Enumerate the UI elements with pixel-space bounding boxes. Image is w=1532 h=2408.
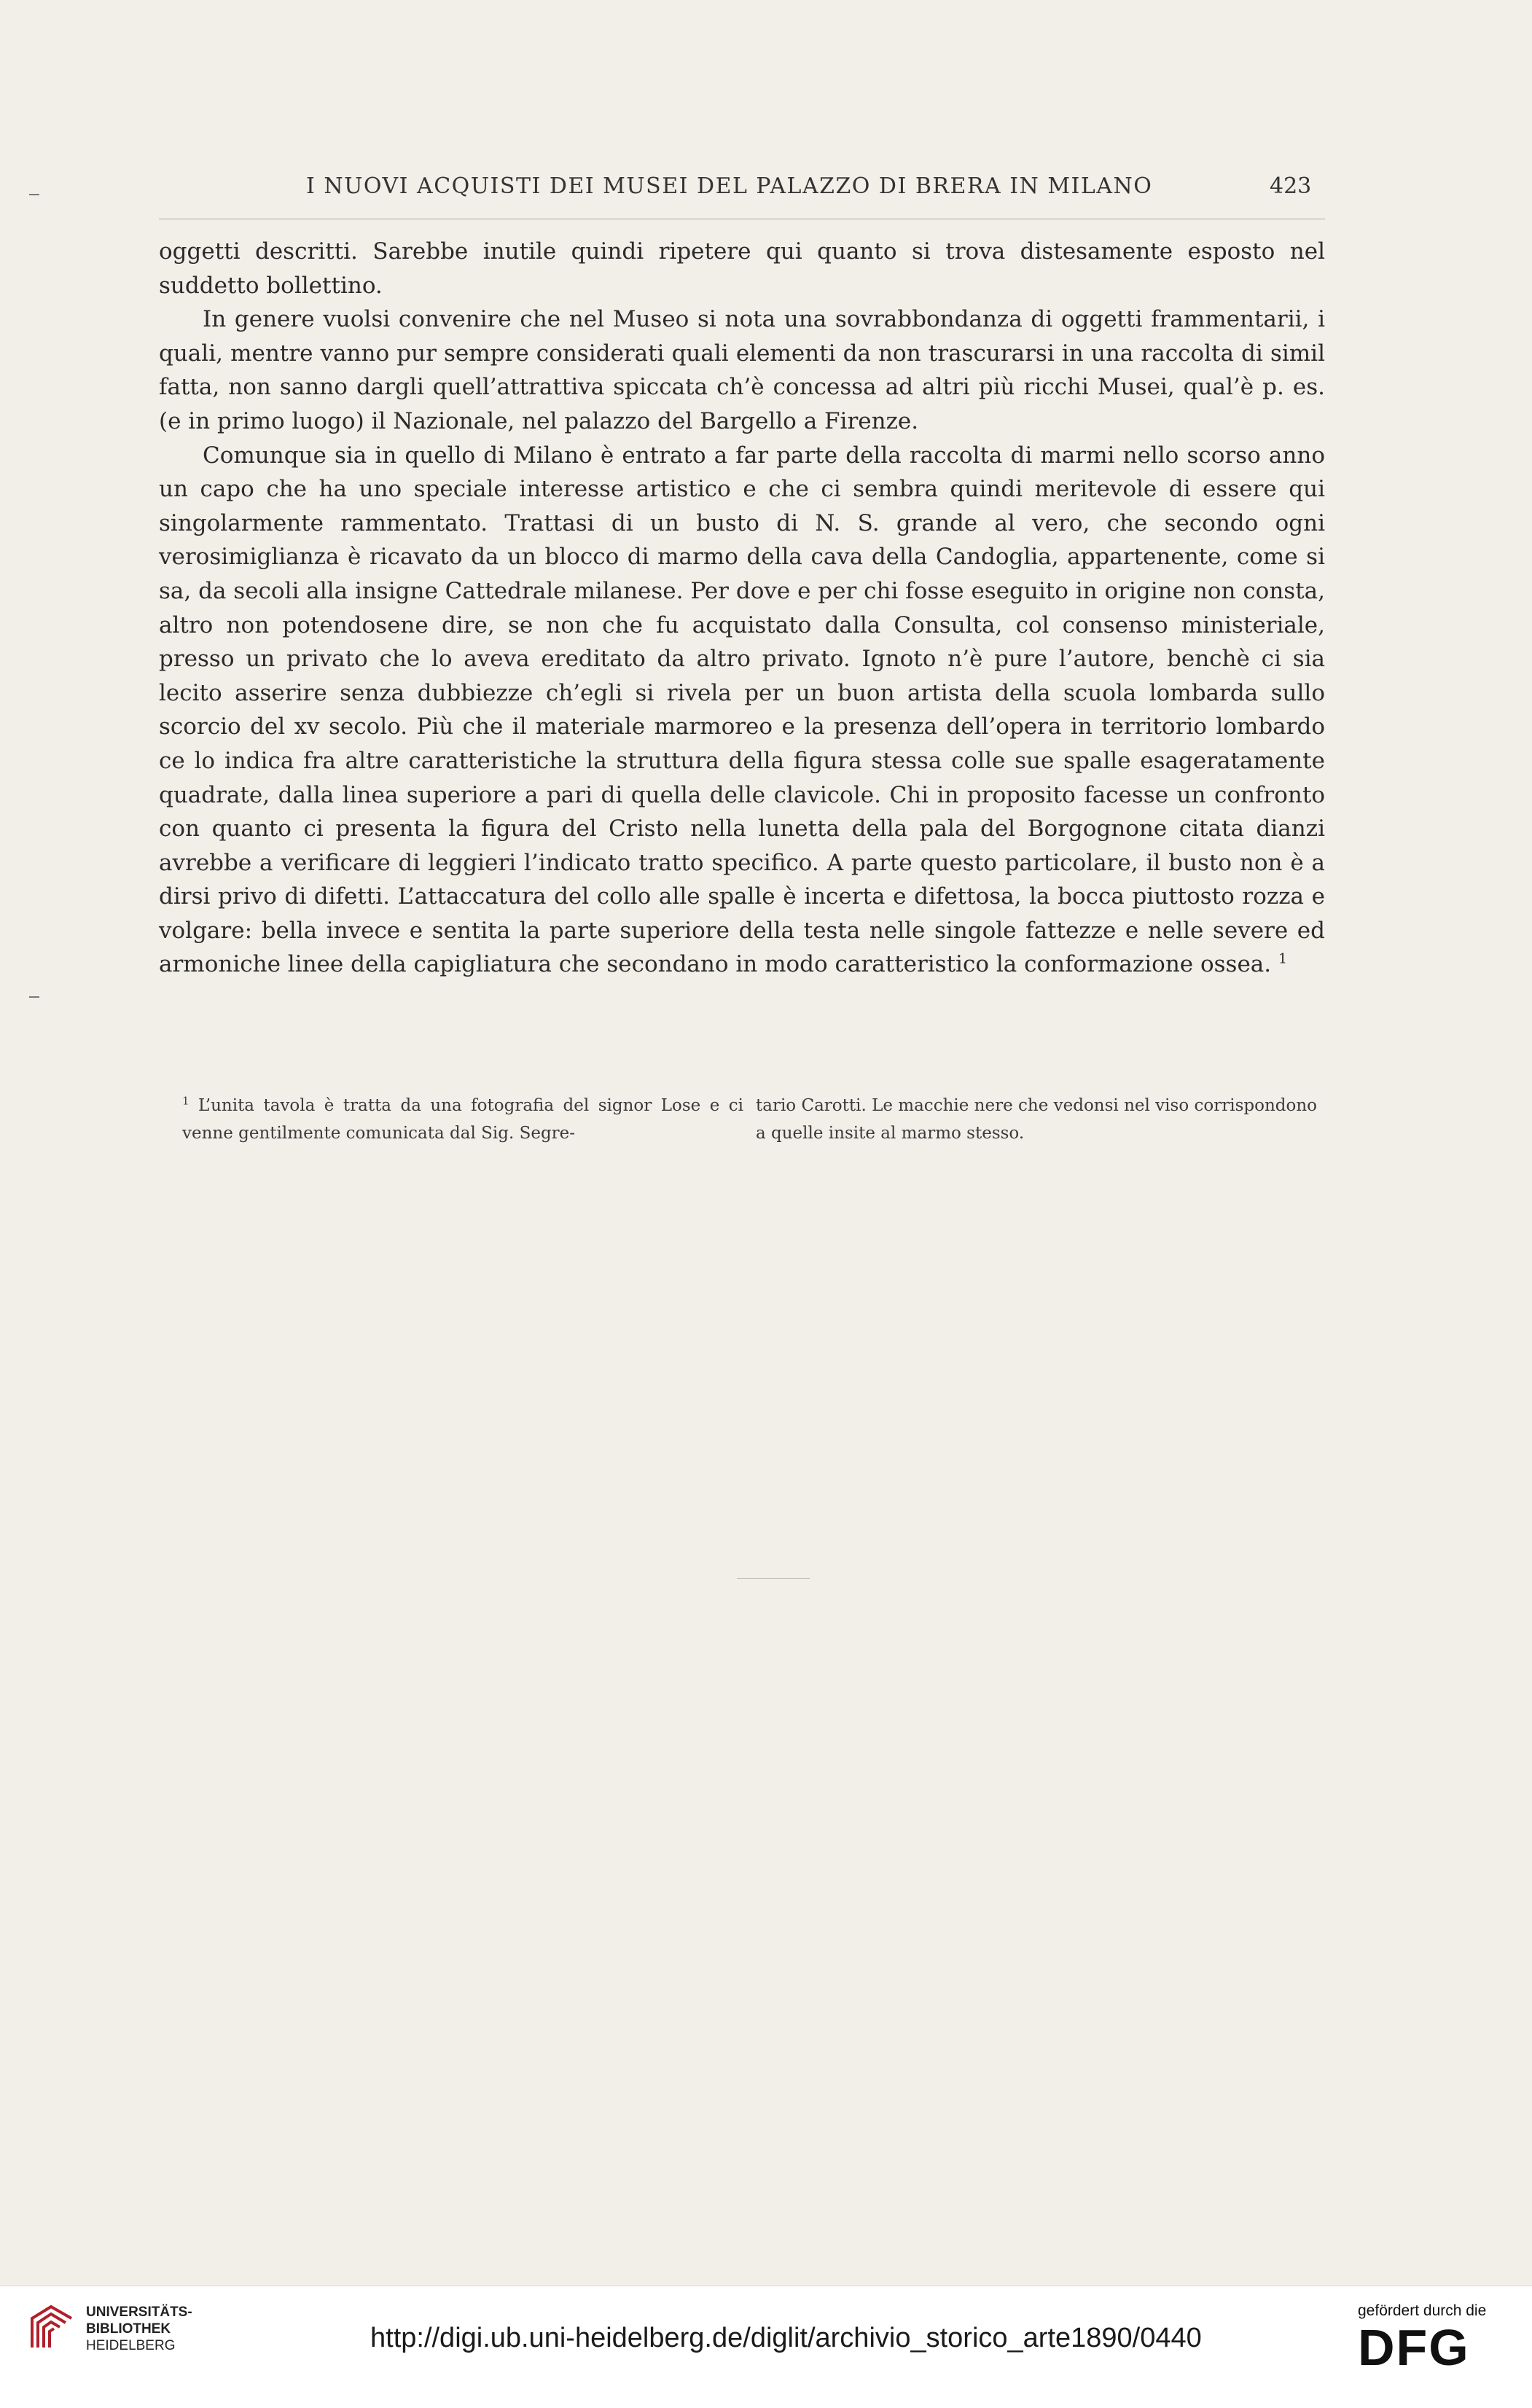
footnote-right-column bbox=[756, 1092, 1317, 1147]
sponsor-block bbox=[1358, 2302, 1518, 2375]
library-name-line: UNIVERSITÄTS- bbox=[86, 2305, 192, 2320]
dfg-logo: DFG bbox=[1358, 2319, 1470, 2376]
viewer-footer bbox=[0, 2286, 1532, 2408]
section-rule bbox=[737, 1578, 810, 1579]
footnote-text-left: L’unita tavola è tratta da una fotografia del signor Lose e ci venne gentilmente comunicata dal Sig. Segre- bbox=[182, 1096, 744, 1143]
permalink-url[interactable]: http://digi.ub.uni-heidelberg.de/diglit/archivio_storico_arte1890/0440 bbox=[370, 2323, 1202, 2353]
body-text bbox=[159, 235, 1325, 982]
paragraph-with-note bbox=[159, 439, 1325, 982]
footnote-text-right: tario Carotti. Le macchie nere che vedonsi nel viso corrispondono a quelle insite al marmo stesso. bbox=[756, 1096, 1317, 1143]
sponsor-label: gefördert durch die bbox=[1358, 2302, 1487, 2319]
running-head bbox=[0, 173, 1532, 203]
margin-mark bbox=[29, 996, 39, 998]
footnote-reference[interactable]: 1 bbox=[1278, 951, 1288, 968]
paragraph: In genere vuolsi convenire che nel Museo si nota una sovrabbondanza di oggetti frammentarii, i quali, mentre vanno pur sempre considerati quali elementi da non trascurarsi in una raccolta di simil fatta, non sanno dargli quell’attrattiva spiccata ch’è concessa ad altri più ricchi Musei, qual’è p. es. (e in primo luogo) il Nazionale, nel palazzo del Bargello a Firenze. bbox=[159, 306, 1325, 434]
library-logo-icon bbox=[28, 2304, 76, 2352]
paragraph-text: Comunque sia in quello di Milano è entrato a far parte della raccolta di marmi nello scorso anno un capo che ha uno speciale interesse artistico e che ci sembra quindi meritevole di essere qui singolarmente rammentato. Trattasi di un busto di N. S. grande al vero, che secondo ogni verosimiglianza è ricavato da un blocco di marmo della cava della Candoglia, appartenente, come si sa, da secoli alla insigne Cattedrale milanese. Per dove e per chi fosse eseguito in origine non consta, altro non potendosene dire, se non che fu acquistato dalla Consulta, col consenso ministeriale, presso un privato che lo aveva ereditato da altro privato. Ignoto n’è pure l’autore, benchè ci sia lecito asserire senza dubbiezze ch’egli si rivela per un buon artista della scuola lombarda sullo scorcio del xv secolo. Più che il materiale marmoreo e la presenza dell’opera in territorio lombardo ce lo indica fra altre caratteristiche la struttura della figura stessa colle sue spalle esageratamente quadrate, dalla linea superiore a pari di quella delle clavicole. Chi in proposito facesse un confronto con quanto ci presenta la figura del Cristo nella lunetta della pala del Borgognone citata dianzi avrebbe a verificare di leggieri l’indicato tratto specifico. A parte questo particolare, il busto non è a dirsi privo di difetti. L’attaccatura del collo alle spalle è incerta e difettosa, la bocca piuttosto rozza e volgare: bella invece e sentita la parte superiore della testa nelle singole fattezze e nelle severe ed armoniche linee della capigliatura che secondano in modo caratteristico la conformazione ossea. bbox=[159, 442, 1325, 978]
footnote-mark: 1 bbox=[182, 1094, 189, 1108]
library-name bbox=[86, 2304, 192, 2354]
library-name-line: BIBLIOTHEK bbox=[86, 2321, 171, 2337]
footnote-left-column bbox=[182, 1092, 743, 1147]
paragraph: oggetti descritti. Sarebbe inutile quindi ripetere qui quanto si trova distesamente esposto nel suddetto bollettino. bbox=[159, 238, 1325, 299]
library-name-line: HEIDELBERG bbox=[86, 2338, 176, 2353]
running-title: I NUOVI ACQUISTI DEI MUSEI DEL PALAZZO DI BRERA IN MILANO bbox=[306, 173, 1153, 199]
page-number: 423 bbox=[1270, 173, 1312, 199]
